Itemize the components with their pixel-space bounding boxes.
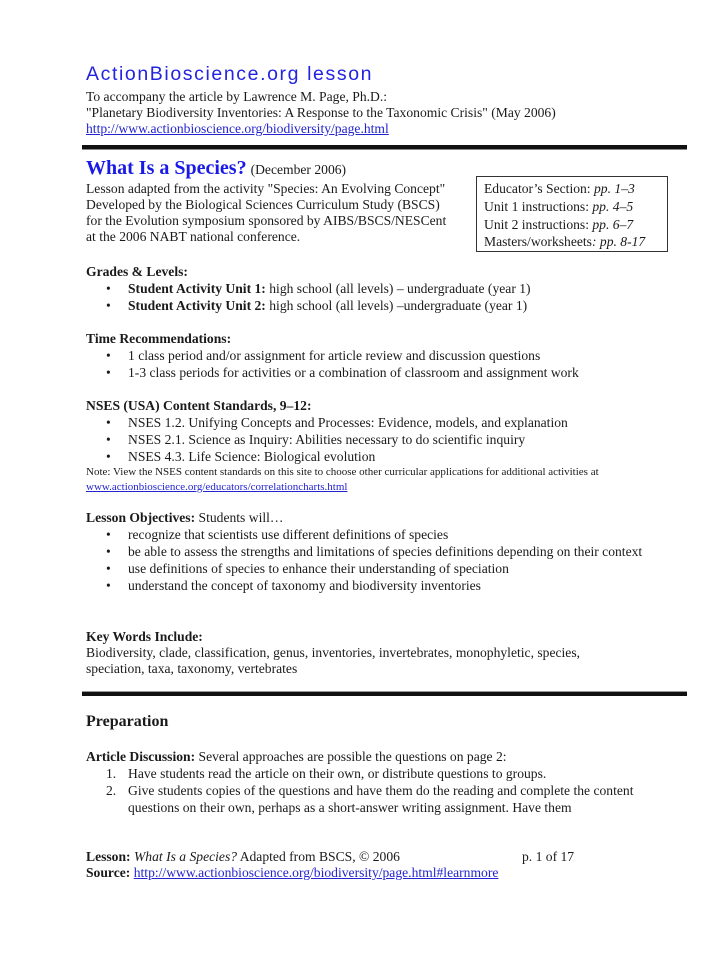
list-item <box>82 526 648 543</box>
footer-source-label: Source: <box>86 865 131 880</box>
bullet-icon: • <box>106 578 111 593</box>
bullet-icon: • <box>106 527 111 542</box>
objectives-heading-line <box>86 510 648 526</box>
list-item <box>82 347 579 364</box>
accompany-line: To accompany the article by Lawrence M. Page, Ph.D.: <box>86 89 388 104</box>
standards-heading: NSES (USA) Content Standards, 9–12: <box>86 398 312 413</box>
correlation-charts-link[interactable]: www.actionbioscience.org/educators/correlationcharts.html <box>86 481 348 493</box>
bullet-icon: • <box>106 415 111 430</box>
bullet-icon: • <box>106 544 111 559</box>
keywords-line: Biodiversity, clade, classification, genus, inventories, invertebrates, monophyletic, species, <box>86 645 581 660</box>
footer-source-line <box>86 865 498 881</box>
footer-lesson-line <box>86 849 400 865</box>
keywords-line: speciation, taxa, taxonomy, vertebrates <box>86 661 298 676</box>
list-item <box>82 577 648 594</box>
step-text: Give students copies of the questions and have them do the reading and complete the content questions on their own, perhaps as a short-answer writing assignment. Have them <box>128 783 634 815</box>
bullet-icon: • <box>106 561 111 576</box>
description-line: Lesson adapted from the activity "Species: An Evolving Concept" <box>86 181 446 196</box>
keywords-section <box>86 629 580 677</box>
standard-text: NSES 1.2. Unifying Concepts and Processes: Evidence, models, and explanation <box>128 415 568 430</box>
list-item <box>82 782 648 816</box>
list-item <box>82 543 648 560</box>
objectives-intro: Students will… <box>195 510 284 525</box>
lesson-heading <box>86 157 346 180</box>
list-item <box>82 448 599 465</box>
section-label: Unit 2 instructions: <box>484 216 593 232</box>
objective-text: use definitions of species to enhance their understanding of speciation <box>128 561 509 576</box>
section-label: Educator’s Section: <box>484 181 594 196</box>
list-item <box>82 280 531 297</box>
section-pages: pp. 1–3 <box>594 181 635 196</box>
list-item <box>82 431 599 448</box>
header-divider <box>82 145 687 149</box>
list-item <box>82 560 648 577</box>
objectives-heading: Lesson Objectives: <box>86 510 196 525</box>
bullet-icon: • <box>106 281 111 296</box>
lesson-title: What Is a Species? <box>86 157 247 179</box>
source-link[interactable]: http://www.actionbioscience.org/biodiversity/page.html#learnmore <box>133 865 499 880</box>
footer-lesson-title: What Is a Species? <box>133 849 238 864</box>
bullet-icon: • <box>106 449 111 464</box>
section-pages: : pp. 8-17 <box>591 234 646 250</box>
grades-heading: Grades & Levels: <box>86 264 188 279</box>
footer-lesson-credit: Adapted from BSCS, © 2006 <box>237 849 400 864</box>
standard-text: NSES 4.3. Life Science: Biological evolution <box>128 449 376 464</box>
grade-label: Student Activity Unit 1: <box>128 281 266 296</box>
description-line: for the Evolution symposium sponsored by AIBS/BSCS/NESCent <box>86 213 447 228</box>
preparation-heading: Preparation <box>86 713 169 730</box>
discussion-text: Several approaches are possible the questions on page 2: <box>195 749 507 764</box>
objective-text: recognize that scientists use different definitions of species <box>128 527 449 542</box>
section-pages: pp. 6–7 <box>592 216 634 232</box>
standards-note: Note: View the NSES content standards on this site to choose other curricular applications for additional activities at <box>86 466 599 478</box>
bullet-icon: • <box>106 365 111 380</box>
step-text: Have students read the article on their own, or distribute questions to groups. <box>128 766 547 781</box>
bullet-icon: • <box>106 432 111 447</box>
objective-text: be able to assess the strengths and limitations of species definitions depending on their context <box>128 544 643 559</box>
article-link[interactable]: http://www.actionbioscience.org/biodiversity/page.html <box>86 121 389 136</box>
section-entry <box>484 233 667 251</box>
footer-lesson-label: Lesson: <box>86 849 131 864</box>
section-entry <box>484 180 667 198</box>
discussion-line <box>86 749 648 765</box>
step-number: 1. <box>106 766 117 781</box>
list-item <box>82 414 599 431</box>
time-section <box>86 331 579 381</box>
lesson-date: (December 2006) <box>250 162 347 177</box>
page-indicator: p. 1 of 17 <box>522 849 575 864</box>
time-item-text: 1-3 class periods for activities or a combination of classroom and assignment work <box>128 365 579 380</box>
lesson-description <box>86 181 446 245</box>
site-title: ActionBioscience.org lesson <box>86 63 374 85</box>
time-heading: Time Recommendations: <box>86 331 232 346</box>
list-item <box>82 765 648 782</box>
section-entry <box>484 216 667 234</box>
standard-text: NSES 2.1. Science as Inquiry: Abilities necessary to do scientific inquiry <box>128 432 526 447</box>
grade-text: high school (all levels) –undergraduate (year 1) <box>265 298 528 313</box>
description-line: at the 2006 NABT national conference. <box>86 229 301 244</box>
standards-section <box>86 398 599 495</box>
description-line: Developed by the Biological Sciences Curriculum Study (BSCS) <box>86 197 440 212</box>
preparation-section <box>86 749 648 816</box>
section-label: Masters/worksheets <box>484 234 592 250</box>
bullet-icon: • <box>106 298 111 313</box>
objectives-section <box>86 510 648 594</box>
grades-section <box>86 264 531 314</box>
article-title-line: "Planetary Biodiversity Inventories: A Response to the Taxonomic Crisis" (May 2006) <box>86 105 556 120</box>
section-entry <box>484 198 667 216</box>
step-number: 2. <box>106 783 117 798</box>
list-item <box>82 364 579 381</box>
grade-label: Student Activity Unit 2: <box>128 298 266 313</box>
discussion-label: Article Discussion: <box>86 749 196 764</box>
keywords-heading: Key Words Include: <box>86 629 203 644</box>
sections-box <box>476 176 668 252</box>
objective-text: understand the concept of taxonomy and biodiversity inventories <box>128 578 481 593</box>
grade-text: high school (all levels) – undergraduate (year 1) <box>265 281 531 296</box>
section-label: Unit 1 instructions: <box>484 198 593 214</box>
list-item <box>82 297 531 314</box>
section-pages: pp. 4–5 <box>592 198 634 214</box>
bullet-icon: • <box>106 348 111 363</box>
time-item-text: 1 class period and/or assignment for article review and discussion questions <box>128 348 541 363</box>
section-divider <box>82 692 687 696</box>
